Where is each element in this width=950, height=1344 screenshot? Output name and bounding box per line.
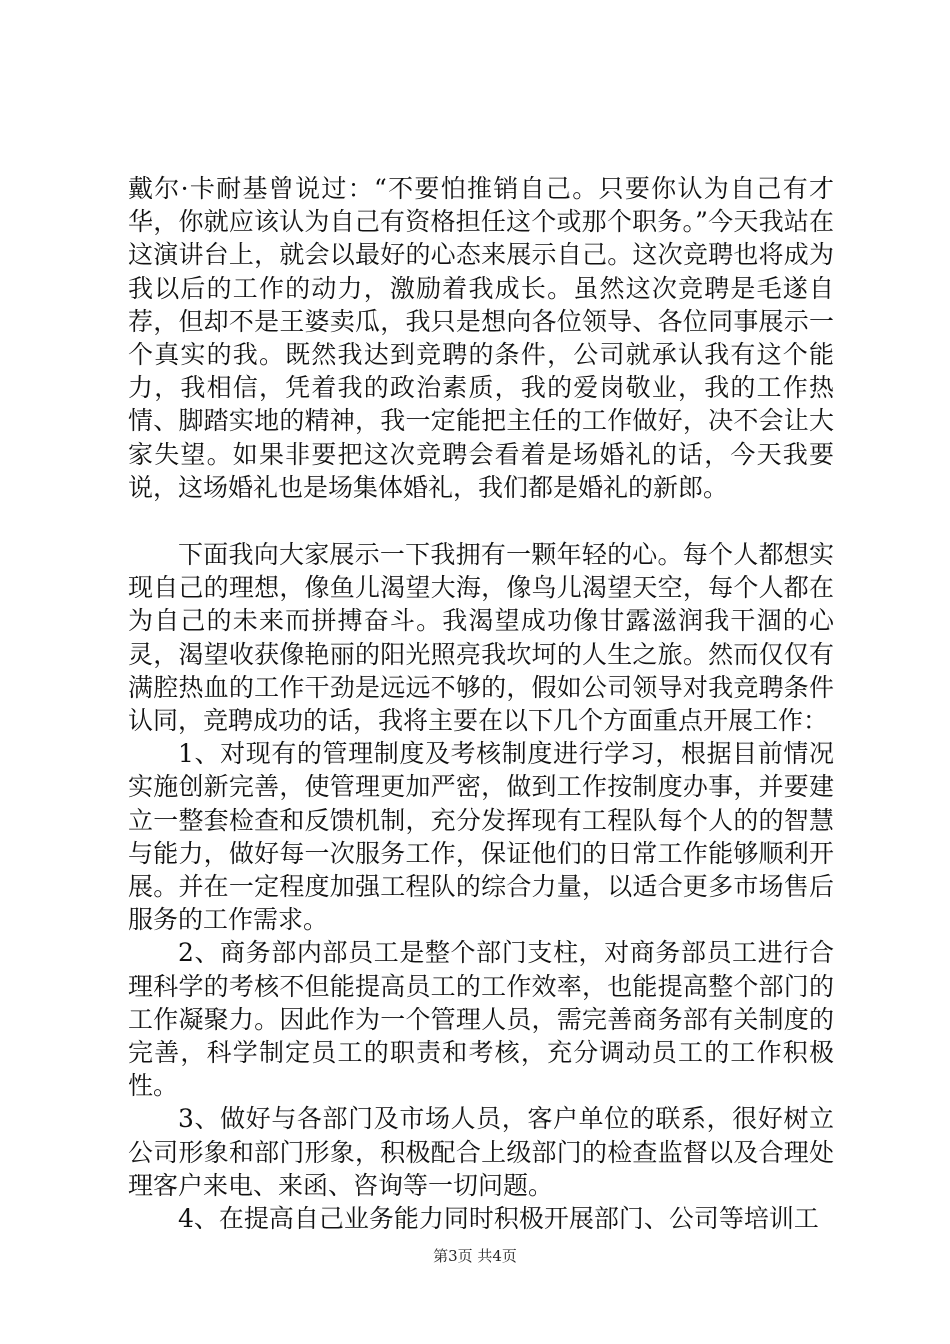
paragraph-quote: 戴尔·卡耐基曾说过：“不要怕推销自己。只要你认为自己有才华，你就应该认为自己有资格担任这个或那个职务。”今天我站在这演讲台上，就会以最好的心态来展示自己。这次竞聘也将成为我以后的工作的动力，激励着我成长。虽然这次竞聘是毛遂自荐，但却不是王婆卖瓜，我只是想向各位领导、各位同事展示一个真实的我。既然我达到竞聘的条件，公司就承认我有这个能力，我相信，凭着我的政治素质，我的爱岗敬业，我的工作热情、脚踏实地的精神，我一定能把主任的工作做好，决不会让大家失望。如果非要把这次竞聘会看着是场婚礼的话，今天我要说，这场婚礼也是场集体婚礼，我们都是婚礼的新郎。 xyxy=(128,174,834,502)
paragraph-item-4: 4、在提高自己业务能力同时积极开展部门、公司等培训工 xyxy=(178,1204,819,1234)
paragraph-item-1: 1、对现有的管理制度及考核制度进行学习，根据目前情况实施创新完善，使管理更加严密，做到工作按制度办事，并要建立一整套检查和反馈机制，充分发挥现有工程队每个人的的智慧与能力，做好每一次服务工作，保证他们的日常工作能够顺利开展。并在一定程度加强工程队的综合力量，以适合更多市场售后服务的工作需求。 xyxy=(128,739,834,935)
paragraph-intro: 下面我向大家展示一下我拥有一颗年轻的心。每个人都想实现自己的理想，像鱼儿渴望大海，像鸟儿渴望天空，每个人都在为自己的未来而拼搏奋斗。我渴望成功像甘露滋润我干涸的心灵，渴望收获像艳丽的阳光照亮我坎坷的人生之旅。然而仅仅有满腔热血的工作干劲是远远不够的，假如公司领导对我竞聘条件认同，竞聘成功的话，我将主要在以下几个方面重点开展工作： xyxy=(128,540,834,736)
paragraph-item-2: 2、商务部内部员工是整个部门支柱，对商务部员工进行合理科学的考核不但能提高员工的工作效率，也能提高整个部门的工作凝聚力。因此作为一个管理人员，需完善商务部有关制度的完善，科学制定员工的职责和考核，充分调动员工的工作积极性。 xyxy=(128,938,834,1101)
page-number-footer: 第3页 共4页 xyxy=(433,1247,517,1265)
paragraph-item-3: 3、做好与各部门及市场人员，客户单位的联系，很好树立公司形象和部门形象，积极配合上级部门的检查监督以及合理处理客户来电、来函、咨询等一切问题。 xyxy=(128,1104,834,1200)
document-body xyxy=(128,172,834,1235)
